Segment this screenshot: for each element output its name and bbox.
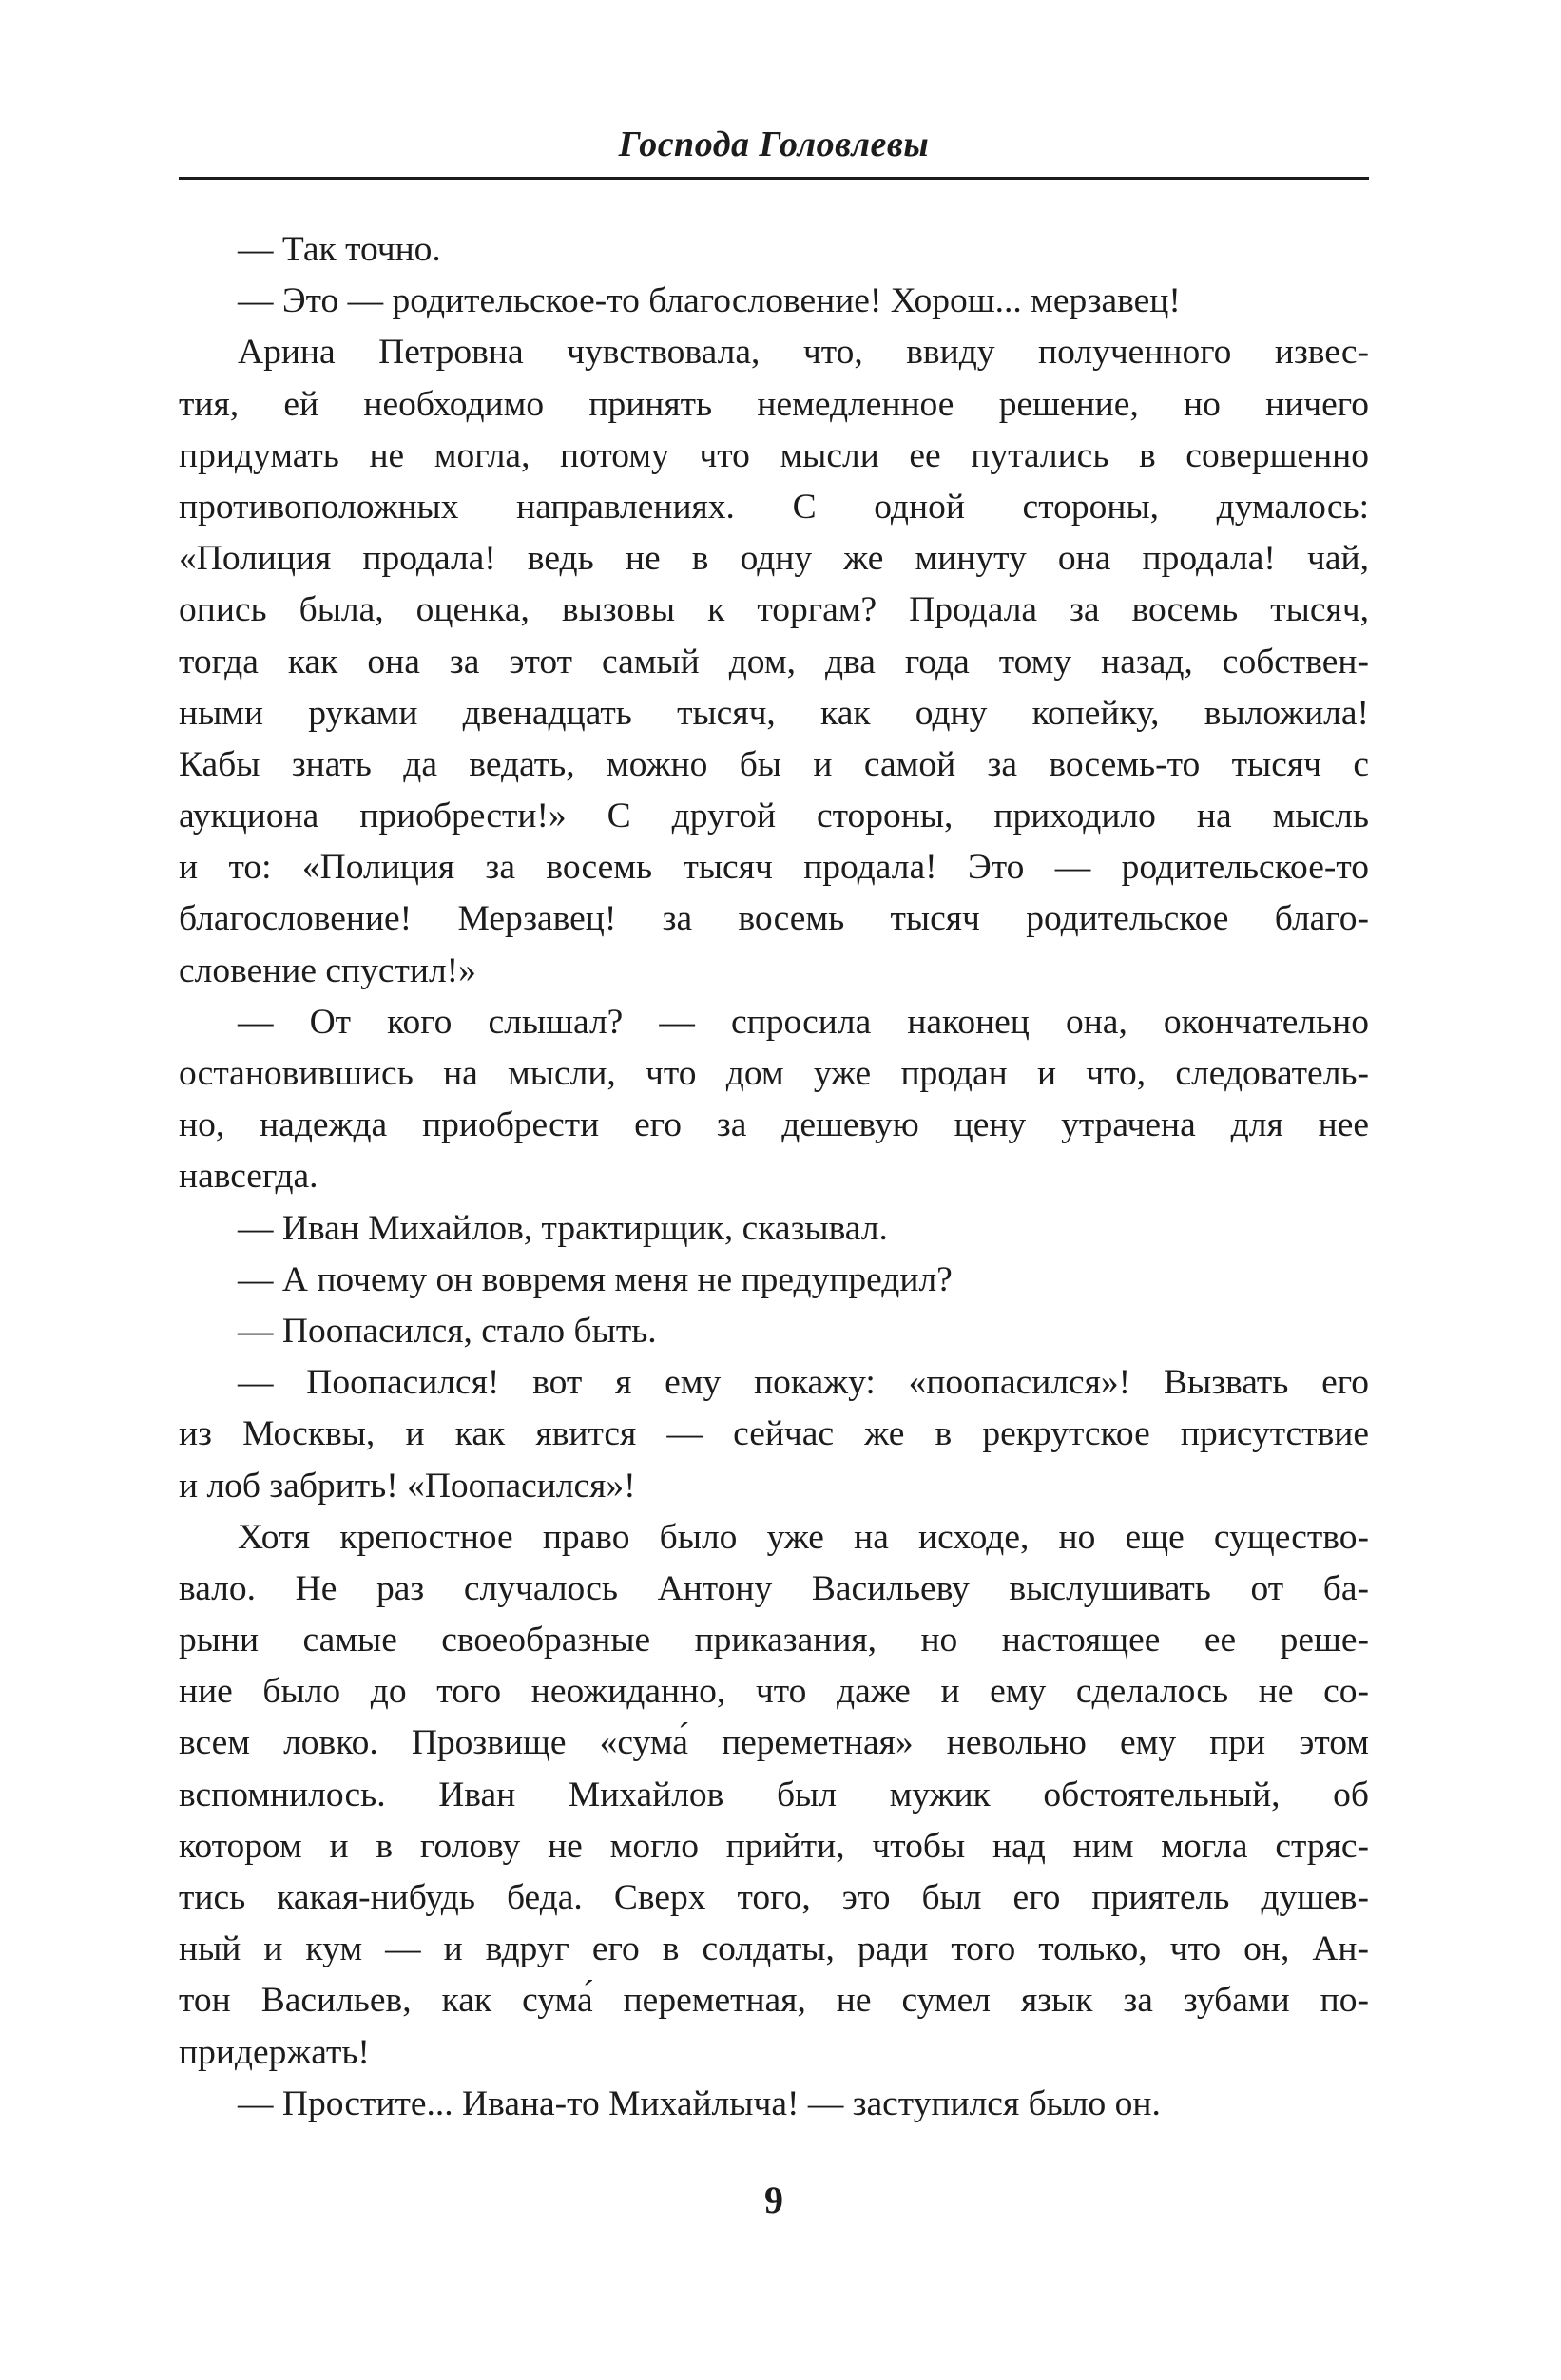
text-line: благословение! Мерзавец! за восемь тысяч родительское благо- <box>179 899 1369 939</box>
text-line: ный и кум — и вдруг его в солдаты, ради того только, что он, Ан- <box>179 1929 1369 1969</box>
text-line: — Это — родительское-то благословение! Хорош... мерзавец! <box>238 281 1181 321</box>
text-line: котором и в голову не могло прийти, чтобы над ним могла стряс- <box>179 1826 1369 1866</box>
text-line: ными руками двенадцать тысяч, как одну копейку, выложила! <box>179 693 1369 733</box>
text-line: опись была, оценка, вызовы к торгам? Продала за восемь тысяч, <box>179 590 1369 630</box>
text-line: и лоб забрить! «Поопасился»! <box>179 1466 636 1506</box>
text-line: — А почему он вовремя меня не предупредил? <box>238 1259 953 1299</box>
page-number: 9 <box>764 2178 783 2221</box>
text-line: тись какая-нибудь беда. Сверх того, это был его приятель душев- <box>179 1878 1369 1917</box>
text-line: — Иван Михайлов, трактирщик, сказывал. <box>238 1208 888 1248</box>
text-line: вспомнилось. Иван Михайлов был мужик обстоятельный, об <box>179 1775 1369 1814</box>
text-line: Кабы знать да ведать, можно бы и самой за восемь-то тысяч с <box>179 744 1369 784</box>
text-line: остановившись на мысли, что дом уже продан и что, следователь- <box>179 1054 1369 1093</box>
text-line: — Так точно. <box>238 230 441 269</box>
text-line: всем ловко. Прозвище «сума́ переметная» невольно ему при этом <box>179 1723 1369 1763</box>
text-line: вало. Не раз случалось Антону Васильеву выслушивать от ба- <box>179 1568 1369 1608</box>
text-line: придумать не могла, потому что мысли ее путались в совершенно <box>179 435 1369 475</box>
text-line: ние было до того неожиданно, что даже и ему сделалось не со- <box>179 1672 1369 1712</box>
text-line: придержать! <box>179 2032 370 2072</box>
text-line: рыни самые своеобразные приказания, но настоящее ее реше- <box>179 1621 1369 1660</box>
text-line: Хотя крепостное право было уже на исходе, но еще существо- <box>238 1517 1369 1557</box>
text-line: тия, ей необходимо принять немедленное решение, но ничего <box>179 384 1369 424</box>
text-line: — Поопасился, стало быть. <box>238 1311 657 1351</box>
text-line: — От кого слышал? — спросила наконец она, окончательно <box>238 1002 1369 1042</box>
header-rule <box>179 177 1369 180</box>
text-line: аукциона приобрести!» С другой стороны, приходило на мысль <box>179 797 1369 836</box>
text-line: «Полиция продала! ведь не в одну же минуту она продала! чай, <box>179 539 1369 579</box>
text-line: но, надежда приобрести его за дешевую цену утрачена для нее <box>179 1105 1369 1145</box>
running-head: Господа Головлевы <box>618 125 930 164</box>
text-line: Арина Петровна чувствовала, что, ввиду полученного извес- <box>238 333 1369 373</box>
text-line: противоположных направлениях. С одной стороны, думалось: <box>179 487 1369 527</box>
text-line: и то: «Полиция за восемь тысяч продала! Это — родительское-то <box>179 848 1369 888</box>
text-line: навсегда. <box>179 1157 318 1197</box>
text-line: тогда как она за этот самый дом, два года тому назад, собствен- <box>179 642 1369 681</box>
text-line: тон Васильев, как сума́ переметная, не сумел язык за зубами по- <box>179 1981 1369 2021</box>
text-line: из Москвы, и как явится — сейчас же в рекрутское присутствие <box>179 1414 1369 1454</box>
text-line: — Поопасился! вот я ему покажу: «поопасился»! Вызвать его <box>238 1363 1369 1403</box>
text-line: — Простите... Ивана-то Михайлыча! — заступился было он. <box>238 2083 1161 2123</box>
text-line: словение спустил!» <box>179 950 476 990</box>
body-text <box>179 224 1369 2130</box>
